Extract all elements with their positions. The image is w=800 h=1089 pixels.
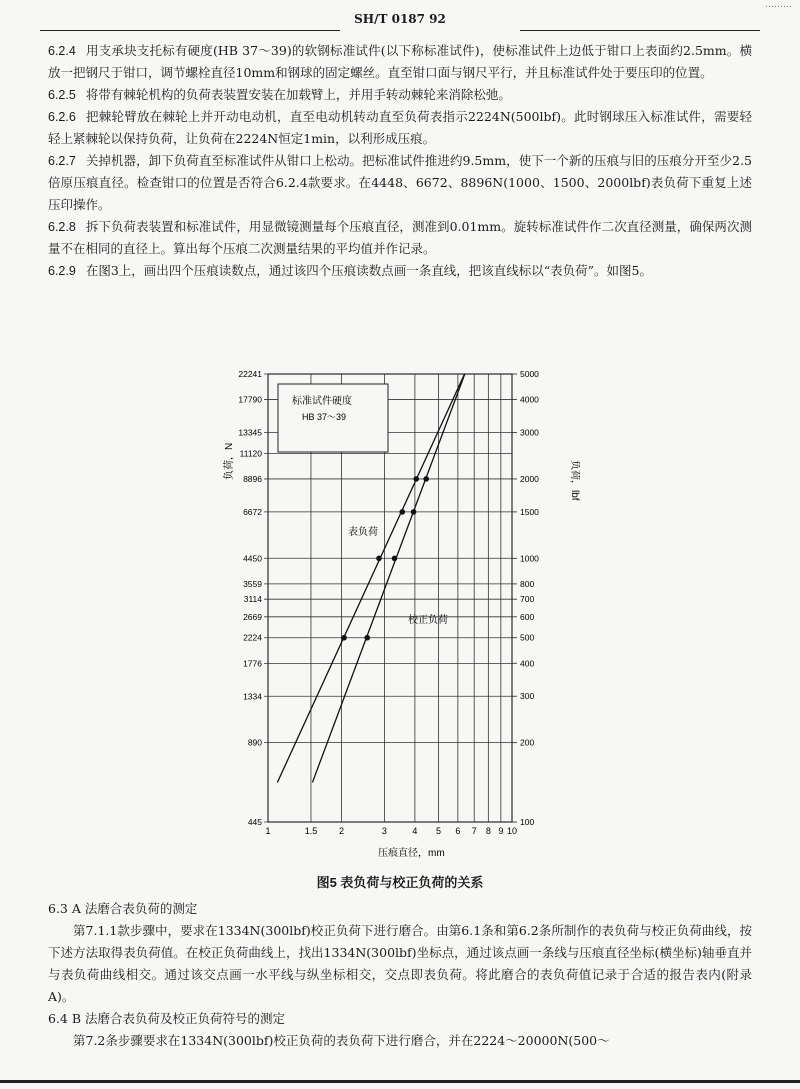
y-left-tick-label: 8896 <box>243 473 262 484</box>
body-text <box>48 40 752 282</box>
label-table-load: 表负荷 <box>348 527 378 538</box>
y-right-tick-label: 500 <box>520 632 535 643</box>
y-right-tick-label: 100 <box>520 817 535 828</box>
y-right-tick-label: 5000 <box>520 369 539 380</box>
y-right-tick-label: 1500 <box>520 506 539 517</box>
paragraph-6-2-7: 6.2.7 关掉机器，卸下负荷直至标准试件从钳口上松动。把标准试件推进约9.5mm，使下一个新的压痕与旧的压痕分开至少2.5倍原压痕直径。检查钳口的位置是否符合6.2.4款要求。在4448、6672、8896N(1000、1500、2000lbf)表负荷下重复上述压印操作。 <box>48 153 752 212</box>
y-left-tick-label: 6672 <box>243 506 262 517</box>
inset-title: 标准试件硬度 <box>292 396 352 407</box>
x-tick-label: 1 <box>265 826 271 836</box>
x-tick-label: 3 <box>381 826 387 836</box>
x-tick-label: 7 <box>471 826 477 836</box>
data-point <box>423 476 429 482</box>
section-6-3-heading: 6.3 A 法磨合表负荷的测定 <box>48 901 198 916</box>
figure-caption: 图5 表负荷与校正负荷的关系 <box>316 875 484 890</box>
y-right-tick-label: 700 <box>520 594 535 605</box>
y-left-tick-label: 2669 <box>243 611 262 622</box>
y-right-tick-label: 400 <box>520 658 535 669</box>
y-left-tick-label: 13345 <box>238 427 262 438</box>
corner-mark: ……… <box>765 0 792 10</box>
inset-subtitle: HB 37～39 <box>302 412 347 422</box>
y-right-tick-label: 800 <box>520 578 535 589</box>
y-left-tick-label: 1776 <box>243 658 262 669</box>
paragraph-6-2-6: 6.2.6 把棘轮臂放在棘轮上并开动电动机，直至电动机转动直至负荷表指示2224N(500lbf)。此时钢球压入标准试件，需要轻轻上紧棘轮以保持负荷，让负荷在2224N恒定1min，以利形成压痕。 <box>48 109 752 146</box>
data-point <box>411 509 417 515</box>
paragraph-6-2-5: 6.2.5 将带有棘轮机构的负荷表装置安装在加载臂上，并用手转动棘轮来消除松弛。 <box>48 87 511 102</box>
y-right-tick-label: 4000 <box>520 394 539 405</box>
y-axis-right-label: 负荷，lbf <box>569 460 580 501</box>
label-corrected-load: 校正负荷 <box>408 615 448 626</box>
load-relation-chart <box>220 360 580 860</box>
page-header <box>40 12 760 32</box>
data-point <box>341 635 347 641</box>
y-left-tick-label: 890 <box>247 737 262 748</box>
data-point <box>364 635 370 641</box>
y-left-tick-label: 445 <box>247 817 262 827</box>
x-tick-label: 9 <box>498 826 504 836</box>
standard-number: SH/T 0187 92 <box>354 12 446 26</box>
paragraph-6-2-4: 6.2.4 用支承块支托标有硬度(HB 37～39)的软钢标准试件(以下称标准试件)，使标准试件上边低于钳口上表面约2.5mm。横放一把钢尺于钳口，调节螺栓直径10mm和钢球的固定螺丝。直至钳口面与钢尺平行，并且标准试件处于要压印的位置。 <box>48 43 752 80</box>
y-right-tick-label: 2000 <box>520 473 539 484</box>
section-6-4-text: 第7.2条步骤要求在1334N(300lbf)校正负荷的表负荷下进行磨合，并在2224～20000N(500～ <box>73 1033 610 1048</box>
data-point <box>399 509 405 515</box>
y-right-tick-label: 300 <box>520 691 535 702</box>
y-right-tick-label: 600 <box>520 611 535 622</box>
x-tick-label: 5 <box>436 826 442 836</box>
data-point <box>392 556 398 562</box>
data-point <box>413 476 419 482</box>
section-6-3-text: 第7.1.1款步骤中，要求在1334N(300lbf)校正负荷下进行磨合。由第6.1条和第6.2条所制作的表负荷与校正负荷曲线，按下述方法取得表负荷值。在校正负荷曲线上，找出1334N(300lbf)坐标点，通过该点画一条线与压痕直径坐标(横坐标)轴垂直并与表负荷曲线相交。通过该交点画一水平线与纵坐标相交，交点即表负荷。将此磨合的表负荷值记录于合适的报告表内(附录A)。 <box>48 923 752 1004</box>
x-tick-label: 2 <box>338 826 344 836</box>
x-tick-label: 6 <box>455 826 461 836</box>
y-left-tick-label: 17790 <box>238 394 262 405</box>
header-rule-right <box>520 30 760 31</box>
y-axis-left-label: 负荷，N <box>224 442 235 480</box>
y-right-tick-label: 1000 <box>520 553 539 564</box>
data-point <box>376 556 382 562</box>
y-left-tick-label: 11120 <box>239 448 262 459</box>
paragraph-6-2-9: 6.2.9 在图3上，画出四个压痕读数点，通过该四个压痕读数点画一条直线，把该直线标以“表负荷”。如图5。 <box>48 263 653 278</box>
y-left-tick-label: 22241 <box>238 369 262 379</box>
footer-rule <box>0 1080 800 1083</box>
lower-body-text <box>48 898 752 1052</box>
x-tick-label: 8 <box>485 826 491 836</box>
header-rule-left <box>40 30 340 31</box>
y-right-tick-label: 3000 <box>520 427 539 438</box>
y-left-tick-label: 1334 <box>243 691 262 702</box>
x-tick-label: 10 <box>506 826 518 836</box>
section-6-4-heading: 6.4 B 法磨合表负荷及校正负荷符号的测定 <box>48 1011 286 1026</box>
y-right-tick-label: 200 <box>520 737 535 748</box>
y-left-tick-label: 4450 <box>243 553 262 564</box>
x-axis-label: 压痕直径，mm <box>378 848 445 859</box>
y-left-tick-label: 3114 <box>243 594 262 605</box>
y-left-tick-label: 3559 <box>243 578 262 589</box>
x-tick-label: 1.5 <box>304 826 318 836</box>
y-left-tick-label: 2224 <box>243 632 262 643</box>
paragraph-6-2-8: 6.2.8 拆下负荷表装置和标准试件，用显微镜测量每个压痕直径，测准到0.01mm。旋转标准试件作二次直径测量，确保两次测量不在相同的直径上。算出每个压痕二次测量结果的平均值并作记录。 <box>48 219 752 256</box>
x-tick-label: 4 <box>412 826 418 836</box>
